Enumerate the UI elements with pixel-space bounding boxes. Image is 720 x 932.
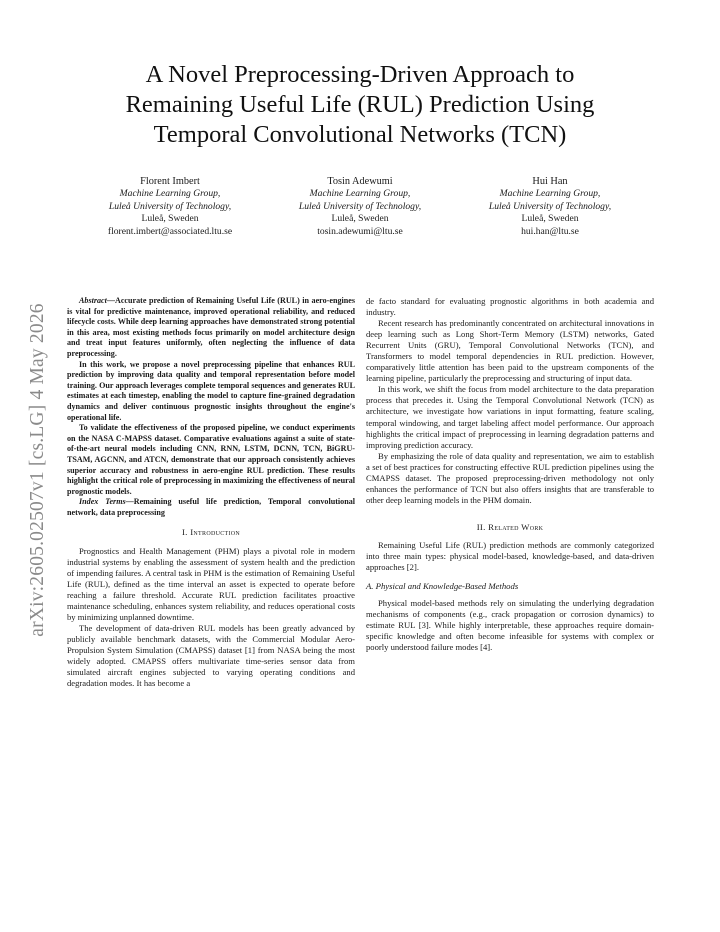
author-name: Hui Han bbox=[532, 176, 568, 187]
arxiv-identifier[interactable]: arXiv:2605.02507v1 [cs.LG] 4 May 2026 bbox=[27, 303, 48, 637]
author-city: Luleå, Sweden bbox=[521, 213, 579, 225]
title-line: A Novel Preprocessing-Driven Approach to bbox=[145, 61, 575, 88]
section-heading-related-work bbox=[366, 522, 654, 533]
author-city: Luleå, Sweden bbox=[331, 213, 389, 225]
author-city: Luleå, Sweden bbox=[141, 213, 199, 225]
body-paragraph: Physical model-based methods rely on simulating the underlying degradation mechanisms of components (e.g., crack propagation or corrosion dynamics) to estimate RUL [3]. While highly interpretable, these approaches require domain-specific knowledge and often become infeasible for systems with complex or poorly understood failure modes [4]. bbox=[366, 598, 654, 653]
left-column bbox=[67, 296, 355, 689]
section-title: Introduction bbox=[190, 527, 241, 538]
author-name: Tosin Adewumi bbox=[327, 176, 393, 187]
abstract bbox=[67, 296, 355, 518]
title-line: Remaining Useful Life (RUL) Prediction Using bbox=[125, 91, 595, 118]
index-terms-label: Index Terms bbox=[79, 497, 126, 507]
author-email[interactable]: hui.han@ltu.se bbox=[521, 225, 579, 237]
abstract-paragraph: To validate the effectiveness of the proposed pipeline, we conduct experiments on the NASA C-MAPSS dataset. Comparative evaluations against a suite of state-of-the-art neural models including CNN, RNN, LSTM, DCNN, TCN, BiGRU-TSAM, AGCNN, and ATCN, demonstrate that our approach consistently achieves superior accuracy and robustness in aero-engine RUL prediction. These results highlight the critical role of preprocessing in maximizing the effectiveness of neural prognostic models. bbox=[67, 423, 355, 496]
section-title: Related Work bbox=[488, 521, 544, 532]
author-block bbox=[70, 176, 650, 256]
section-heading-introduction bbox=[67, 527, 355, 538]
abstract-paragraph: In this work, we propose a novel preprocessing pipeline that enhances RUL prediction by improving data quality and temporal representation before model training. Our approach leverages complete temporal sequences and generates RUL estimates at each timestep, enabling the model to capture fine-grained degradation dynamics and deliver continuous prognostic insights throughout the engine's operational life. bbox=[67, 359, 355, 422]
author-group: Machine Learning Group, bbox=[499, 188, 601, 200]
subsection-heading: A. Physical and Knowledge-Based Methods bbox=[366, 581, 519, 592]
abstract-text: —Accurate prediction of Remaining Useful Life (RUL) in aero-engines is vital for predictive maintenance, improved operational reliability, and reduced lifecycle costs. While deep learning approaches have demonstrated strong potential in this area, most existing methods focus primarily on model architecture design and treat input features uniformly, often neglecting the influence of data preprocessing. bbox=[67, 296, 355, 358]
body-paragraph: Recent research has predominantly concentrated on architectural innovations in deep learning such as Long Short-Term Memory (LSTM) networks, Gated Recurrent Units (GRU), Temporal Convolutional Networks (TCN), and Transformers to model temporal dependencies in RUL prediction. However, comparatively little attention has been paid to the upstream components of the learning pipeline, particularly the preprocessing and structuring of input data. bbox=[366, 318, 654, 384]
author-group: Machine Learning Group, bbox=[309, 188, 411, 200]
section-number: I. bbox=[181, 527, 188, 538]
author-card bbox=[70, 176, 270, 238]
author-university: Luleå University of Technology, bbox=[108, 200, 232, 212]
author-card bbox=[260, 176, 460, 238]
body-paragraph: Prognostics and Health Management (PHM) plays a pivotal role in modern industrial systems by enabling the assessment of system health and the prediction of impending failures. A central task in PHM is the estimation of Remaining Useful Life (RUL), defined as the time interval an asset is expected to operate before reaching a failure threshold. Accurate RUL prediction facilitates proactive maintenance scheduling, enhances system reliability, and reduces operational costs by minimizing unplanned downtime. bbox=[67, 545, 355, 622]
title-line: Temporal Convolutional Networks (TCN) bbox=[153, 121, 567, 148]
author-email[interactable]: tosin.adewumi@ltu.se bbox=[317, 225, 403, 237]
author-email[interactable]: florent.imbert@associated.ltu.se bbox=[107, 225, 233, 237]
author-group: Machine Learning Group, bbox=[119, 188, 221, 200]
index-terms bbox=[67, 497, 355, 518]
body-paragraph: Remaining Useful Life (RUL) prediction methods are commonly categorized into three main types: physical model-based, knowledge-based, and data-driven approaches [2]. bbox=[366, 539, 654, 573]
author-card bbox=[450, 176, 650, 238]
right-column bbox=[366, 296, 654, 653]
author-university: Luleå University of Technology, bbox=[488, 200, 612, 212]
body-paragraph: de facto standard for evaluating prognostic algorithms in both academia and industry. bbox=[366, 296, 654, 318]
body-paragraph: In this work, we shift the focus from model architecture to the data preparation process that precedes it. Using the Temporal Convolutional Network (TCN) as architecture, we investigate how variations in input formatting, feature scaling, temporal windowing, and target labeling affect model performance. Our approach highlights the critical impact of preprocessing in learning degradation patterns and improving prediction accuracy. bbox=[366, 384, 654, 450]
index-terms-text: —Remaining useful life prediction, Temporal convolutional network, data preprocessing bbox=[67, 497, 355, 517]
abstract-label: Abstract bbox=[79, 296, 107, 305]
author-name: Florent Imbert bbox=[140, 176, 200, 187]
section-number: II. bbox=[476, 521, 486, 532]
body-paragraph: By emphasizing the role of data quality and representation, we aim to establish a set of best practices for constructing effective RUL prediction pipelines using the CMAPSS dataset. The proposed preprocessing-driven methodology not only enhances the performance of TCN but also offers insights that are transferable to other deep learning models in the PHM domain. bbox=[366, 450, 654, 505]
paper-title bbox=[70, 60, 650, 150]
author-university: Luleå University of Technology, bbox=[298, 200, 422, 212]
abstract-paragraph bbox=[67, 296, 355, 360]
body-paragraph: The development of data-driven RUL models has been greatly advanced by publicly available benchmark datasets, with the Commercial Modular Aero-Propulsion System Simulation (CMAPSS) dataset [1] from NASA being the most widely adopted. CMAPSS offers multivariate time-series sensor data from simulated aircraft engines subjected to varying operating conditions and degradation modes. It has become a bbox=[67, 622, 355, 689]
